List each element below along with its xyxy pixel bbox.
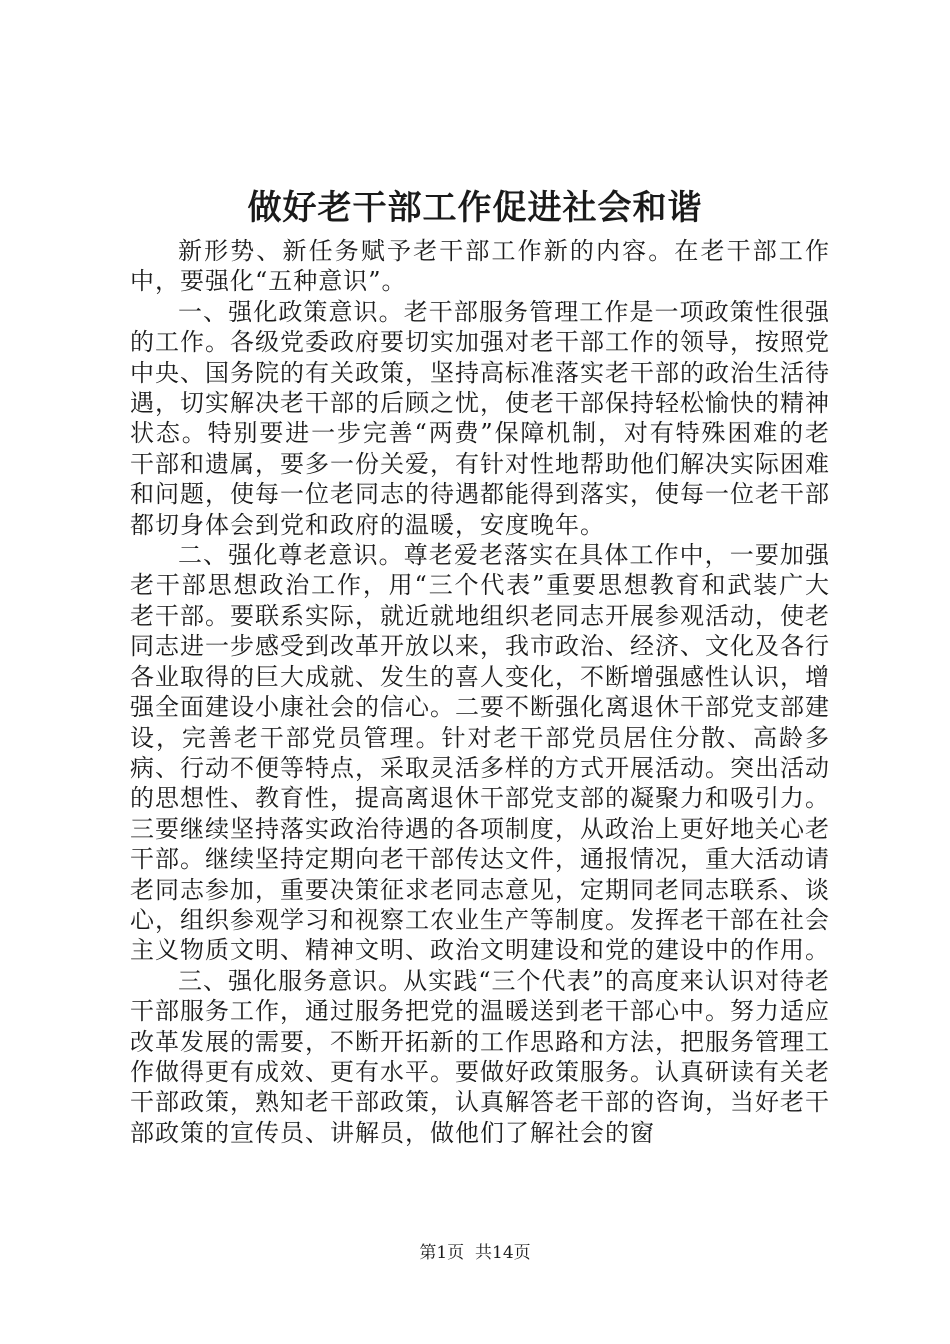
paragraph-respect-elders: 二、强化尊老意识。尊老爱老落实在具体工作中，一要加强老干部思想政治工作，用“三个代表”重要思想教育和武装广大老干部。要联系实际，就近就地组织老同志开展参观活动，使老同志进一步感受到改革开放以来，我市政治、经济、文化及各行各业取得的巨大成就、发生的喜人变化，不断增强感性认识，增强全面建设小康社会的信心。二要不断强化离退休干部党支部建设，完善老干部党员管理。针对老干部党员居住分散、高龄多病、行动不便等特点，采取灵活多样的方式开展活动。突出活动的思想性、教育性，提高离退休干部党支部的凝聚力和吸引力。三要继续坚持落实政治待遇的各项制度，从政治上更好地关心老干部。继续坚持定期向老干部传达文件，通报情况，重大活动请老同志参加，重要决策征求老同志意见，定期同老同志联系、谈心，组织参观学习和视察工农业生产等制度。发挥老干部在社会主义物质文明、精神文明、政治文明建设和党的建设中的作用。 (130, 541, 830, 965)
paragraph-policy-awareness: 一、强化政策意识。老干部服务管理工作是一项政策性很强的工作。各级党委政府要切实加强对老干部工作的领导，按照党中央、国务院的有关政策，坚持高标准落实老干部的政治生活待遇，切实解决老干部的后顾之忧，使老干部保持轻松愉快的精神状态。特别要进一步完善“两费”保障机制，对有特殊困难的老干部和遗属，要多一份关爱，有针对性地帮助他们解决实际困难和问题，使每一位老同志的待遇都能得到落实，使每一位老干部都切身体会到党和政府的温暖，安度晚年。 (130, 297, 830, 539)
document-title: 做好老干部工作促进社会和谐 (247, 188, 703, 228)
page-number: 第1页 (419, 1243, 465, 1263)
page-footer (0, 1241, 950, 1265)
page-total: 共14页 (475, 1243, 531, 1263)
document-body (130, 236, 830, 1148)
paragraph-service-awareness: 三、强化服务意识。从实践“三个代表”的高度来认识对待老干部服务工作，通过服务把党的温暖送到老干部心中。努力适应改革发展的需要，不断开拓新的工作思路和方法，把服务管理工作做得更有成效、更有水平。要做好政策服务。认真研读有关老干部政策，熟知老干部政策，认真解答老干部的咨询，当好老干部政策的宣传员、讲解员，做他们了解社会的窗 (130, 966, 830, 1147)
paragraph-intro: 新形势、新任务赋予老干部工作新的内容。在老干部工作中，要强化“五种意识”。 (130, 237, 830, 296)
